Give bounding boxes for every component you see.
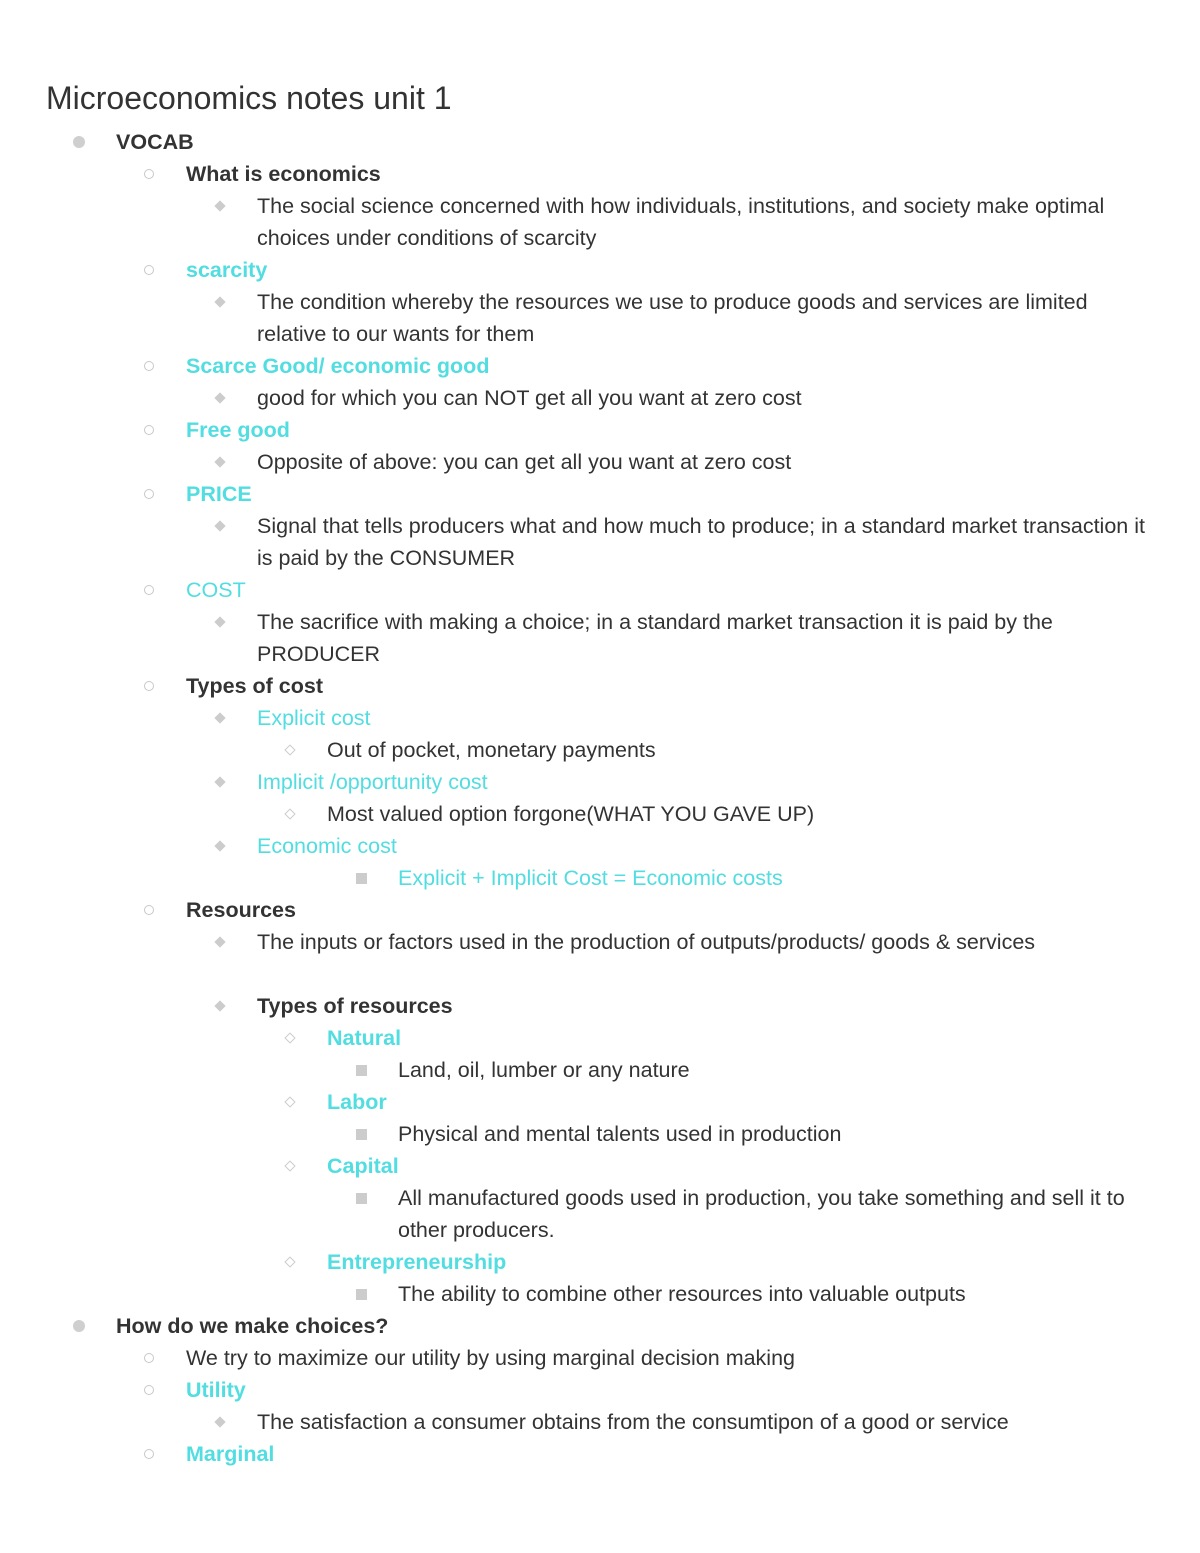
outline-item [327,798,1160,830]
outline-item [257,606,1160,670]
bullet-diamond-icon [214,392,225,403]
outline-item [186,478,1160,510]
bullet-diamond-icon [214,616,225,627]
outline-item-text: VOCAB [116,130,194,154]
outline-item [186,574,1160,606]
outline-item-text: Opposite of above: you can get all you want at zero cost [257,450,792,474]
bullet-circle-icon [144,1385,154,1395]
bullet-circle-icon [144,905,154,915]
bullet-circle-icon [144,585,154,595]
outline-item-text: What is economics [186,162,381,186]
bullet-diamond-icon [214,712,225,723]
outline-item-text: How do we make choices? [116,1314,389,1338]
bullet-square-icon [356,873,367,884]
outline-item-text: Explicit cost [257,706,371,730]
outline-item [257,990,1160,1022]
bullet-hollow-diamond-icon [284,1256,295,1267]
bullet-hollow-diamond-icon [284,808,295,819]
bullet-circle-icon [144,425,154,435]
outline-item-text: Marginal [186,1442,275,1466]
outline-item-text: Implicit /opportunity cost [257,770,488,794]
outline-item-text: good for which you can NOT get all you want at zero cost [257,386,802,410]
outline-item [257,1406,1160,1438]
outline-item-text: The condition whereby the resources we use to produce goods and services are limited relative to our wants for them [257,290,1088,346]
bullet-hollow-diamond-icon [284,1096,295,1107]
bullet-square-icon [356,1289,367,1300]
bullet-hollow-diamond-icon [284,744,295,755]
outline-item [327,1086,1160,1118]
outline-item [398,1054,1160,1086]
bullet-circle-icon [144,681,154,691]
outline-item [327,1246,1160,1278]
outline-item [257,190,1160,254]
bullet-circle-icon [144,1449,154,1459]
bullet-diamond-icon [214,936,225,947]
outline-item [398,1278,1160,1310]
outline-item [398,862,1160,894]
bullet-diamond-icon [214,840,225,851]
outline-item-text: All manufactured goods used in production, you take something and sell it to other producers. [398,1186,1125,1242]
outline-item-text: Types of cost [186,674,323,698]
outline-item-text: The inputs or factors used in the production of outputs/products/ goods & services [257,930,1036,954]
bullet-diamond-icon [214,296,225,307]
outline-item [327,1022,1160,1054]
outline-item [327,1150,1160,1182]
bullet-diamond-icon [214,1416,225,1427]
outline-item-text: Explicit + Implicit Cost = Economic costs [398,866,783,890]
outline-item-text: Capital [327,1154,399,1178]
outline-item [398,1182,1160,1246]
outline-item-text: The satisfaction a consumer obtains from the consumtipon of a good or service [257,1410,1009,1434]
outline-item-text: Labor [327,1090,387,1114]
outline-item-text: We try to maximize our utility by using marginal decision making [186,1346,796,1370]
outline-item-text: PRICE [186,482,252,506]
outline-item [257,286,1160,350]
outline-item [327,734,1160,766]
bullet-diamond-icon [214,776,225,787]
bullet-circle-icon [144,1353,154,1363]
bullet-diamond-icon [214,1000,225,1011]
outline-item [186,894,1160,926]
bullet-diamond-icon [214,456,225,467]
outline-item-text: Resources [186,898,296,922]
outline-item [398,1118,1160,1150]
bullet-circle-icon [144,169,154,179]
outline-item-text: The ability to combine other resources into valuable outputs [398,1282,966,1306]
bullet-hollow-diamond-icon [284,1032,295,1043]
outline-item [257,766,1160,798]
outline-item-text: COST [186,578,246,602]
bullet-square-icon [356,1193,367,1204]
outline-item-text: Physical and mental talents used in production [398,1122,842,1146]
bullet-diamond-icon [214,520,225,531]
bullet-dot-icon [73,136,85,148]
outline-item-text: scarcity [186,258,268,282]
bullet-square-icon [356,1129,367,1140]
outline-item [257,382,1160,414]
bullet-circle-icon [144,489,154,499]
outline-item [186,254,1160,286]
bullet-square-icon [356,1065,367,1076]
outline-item-text: Natural [327,1026,402,1050]
outline-item-text: Land, oil, lumber or any nature [398,1058,690,1082]
outline-item [186,1374,1160,1406]
outline-item-text: The social science concerned with how individuals, institutions, and society make optimal choices under conditions of scarcity [257,194,1105,250]
outline-item-text: Economic cost [257,834,397,858]
outline-item [257,510,1160,574]
outline-item [257,926,1160,958]
outline-item-text: Free good [186,418,290,442]
outline-item-text: Out of pocket, monetary payments [327,738,656,762]
outline-item [116,126,1160,158]
bullet-circle-icon [144,265,154,275]
outline-item [186,1342,1160,1374]
outline-item-text: Types of resources [257,994,453,1018]
bullet-dot-icon [73,1320,85,1332]
outline-item-text: The sacrifice with making a choice; in a standard market transaction it is paid by the PRODUCER [257,610,1053,666]
bullet-circle-icon [144,361,154,371]
outline-item [186,350,1160,382]
bullet-hollow-diamond-icon [284,1160,295,1171]
outline-item [257,830,1160,862]
outline-item [257,702,1160,734]
outline-item-text: Scarce Good/ economic good [186,354,490,378]
outline-item [186,158,1160,190]
outline-item [257,446,1160,478]
outline-item-text: Entrepreneurship [327,1250,507,1274]
outline-item [186,414,1160,446]
outline-item-text: Signal that tells producers what and how much to produce; in a standard market transaction it is paid by the CONSUMER [257,514,1145,570]
outline-item [186,670,1160,702]
page-title: Microeconomics notes unit 1 [46,80,452,116]
outline-item [186,1438,1160,1470]
outline-item-text: Utility [186,1378,246,1402]
outline-item [116,1310,1160,1342]
bullet-diamond-icon [214,200,225,211]
outline-item-text: Most valued option forgone(WHAT YOU GAVE UP) [327,802,815,826]
